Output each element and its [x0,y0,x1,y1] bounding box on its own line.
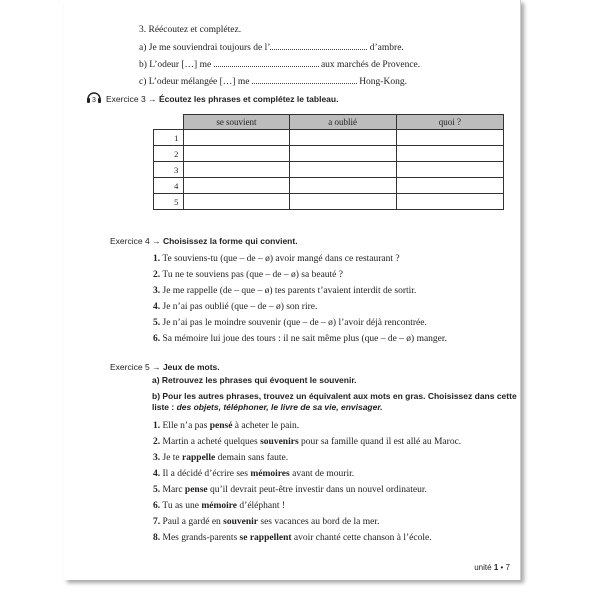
table-cell[interactable] [184,162,289,178]
list-item: 2. Tu ne te souviens pas (que – de – ø) sa beauté ? [153,270,343,280]
workbook-page [64,0,521,580]
list-item: 6. Tu as une mémoire d’éléphant ! [153,501,286,511]
table-cell[interactable] [396,194,503,210]
table-row: 3 [154,162,504,178]
table-cell[interactable] [289,178,396,194]
list-item: 5. Je n’ai pas le moindre souvenir (que – de – ø) l’avoir déjà rencontrée. [153,318,427,328]
table-cell[interactable] [184,146,289,162]
table-header-row [154,115,504,130]
answer-table [153,114,504,210]
table-cell[interactable] [289,194,396,210]
audio-track-icon [86,90,102,104]
table-row: 1 [154,130,504,146]
exercise5-part-b-list: liste : des objets, téléphoner, le livre de sa vie, envisager. [152,402,383,412]
exercise5-list [153,420,461,548]
table-row: 2 [154,146,504,162]
list-item: 3. Je te rappelle demain sans faute. [153,453,289,463]
list-item: 5. Marc pense qu’il devrait peut-être investir dans un nouvel ordinateur. [153,485,427,495]
exercise5-heading: Exercice 5 → Jeux de mots. [110,362,220,372]
fill-line-c: c) L’odeur mélangée […] me Hong-Kong. [139,77,407,87]
exercise3-heading: Exercice 3 → Écoutez les phrases et complétez le tableau. [106,94,339,104]
fill-line-a: a) Je me souviendrai toujours de l’ d’ambre. [139,43,404,53]
exercise4-heading: Exercice 4 → Choisissez la forme qui convient. [110,236,298,246]
list-item: 3. Je me rappelle (de – que – ø) tes parents t’avaient interdit de sortir. [153,286,417,296]
col-se-souvient: se souvient [184,115,289,130]
fill-line-b: b) L’odeur […] me aux marchés de Provence. [139,60,421,70]
svg-text:3: 3 [92,97,96,104]
table-cell[interactable] [396,146,503,162]
list-item: 1. Elle n’a pas pensé à acheter le pain. [153,421,300,431]
exercise5-part-b: b) Pour les autres phrases, trouvez un équivalent aux mots en gras. Choisissez dans cette [152,391,517,401]
section-heading: 3. Réécoutez et complétez. [139,25,242,35]
exercise5-part-a: a) Retrouvez les phrases qui évoquent le souvenir. [152,375,357,385]
exercise4-list [153,253,447,349]
table-cell[interactable] [396,178,503,194]
table-cell[interactable] [289,162,396,178]
table-cell[interactable] [396,130,503,146]
table-row: 4 [154,178,504,194]
table-row: 5 [154,194,504,210]
list-item: 7. Paul a gardé en souvenir ses vacances au bord de la mer. [153,517,380,527]
list-item: 4. Il a décidé d’écrire ses mémoires avant de mourir. [153,469,355,479]
col-a-oublie: a oublié [289,115,396,130]
list-item: 6. Sa mémoire lui joue des tours : il ne sait même plus (que – de – ø) manger. [153,334,447,344]
list-item: 2. Martin a acheté quelques souvenirs pour sa famille quand il est allé au Maroc. [153,437,462,447]
page-footer: unité 1 • 7 [474,563,510,572]
col-quoi: quoi ? [396,115,503,130]
table-cell[interactable] [396,162,503,178]
list-item: 1. Te souviens-tu (que – de – ø) avoir mangé dans ce restaurant ? [153,254,400,264]
table-cell[interactable] [184,178,289,194]
table-cell[interactable] [184,194,289,210]
table-cell[interactable] [289,130,396,146]
list-item: 4. Je n’ai pas oublié (que – de – ø) son rire. [153,302,318,312]
table-cell[interactable] [289,146,396,162]
list-item: 8. Mes grands-parents se rappellent avoir chanté cette chanson à l’école. [153,533,432,543]
table-cell[interactable] [184,130,289,146]
